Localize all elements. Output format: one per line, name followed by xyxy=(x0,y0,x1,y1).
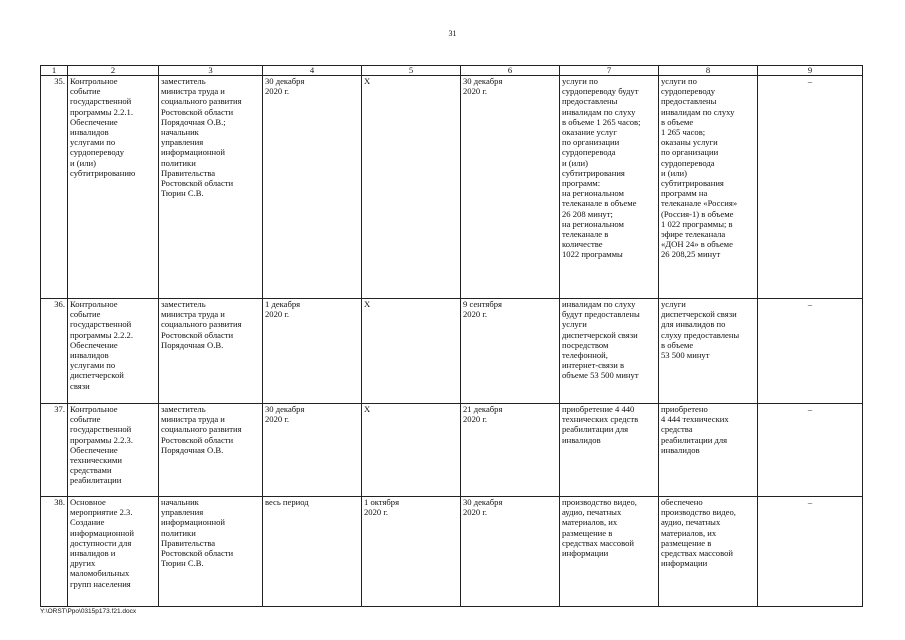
note: – xyxy=(758,497,863,607)
table-row xyxy=(41,404,863,497)
header-cell: 1 xyxy=(41,66,68,76)
header-cell: 7 xyxy=(560,66,659,76)
header-row xyxy=(41,66,863,76)
note: – xyxy=(758,76,863,299)
header-cell: 5 xyxy=(362,66,461,76)
event-name: Контрольное событие государственной программы 2.2.3. Обеспечение техническими средствами реабилитации xyxy=(68,404,159,497)
achieved-result: обеспечено производство видео, аудио, печатных материалов, их размещение в средствах массовой информации xyxy=(659,497,758,607)
table-row xyxy=(41,497,863,607)
fact-start-date: Х xyxy=(362,299,461,404)
plan-start-date: 30 декабря 2020 г. xyxy=(263,76,362,299)
header-cell: 6 xyxy=(461,66,560,76)
header-cell: 2 xyxy=(68,66,159,76)
table-row xyxy=(41,76,863,299)
event-name: Контрольное событие государственной программы 2.2.2. Обеспечение инвалидов услугами по диспетчерской связи xyxy=(68,299,159,404)
table-row xyxy=(41,299,863,404)
event-name: Контрольное событие государственной программы 2.2.1. Обеспечение инвалидов услугами по сурдопереводу и (или) субтитрированию xyxy=(68,76,159,299)
row-number: 37. xyxy=(41,404,68,497)
responsible-person: начальник управления информационной политики Правительства Ростовской области Тюрин С.В. xyxy=(159,497,263,607)
fact-start-date: Х xyxy=(362,76,461,299)
row-number: 35. xyxy=(41,76,68,299)
note: – xyxy=(758,404,863,497)
document-file-path: Y:\ORST\Ppo\0315p173.f21.docx xyxy=(40,608,137,615)
page-number: 31 xyxy=(448,29,457,38)
fact-start-date: Х xyxy=(362,404,461,497)
event-name: Основное мероприятие 2.3. Создание информационной доступности для инвалидов и других маломобильных групп населения xyxy=(68,497,159,607)
report-table xyxy=(40,65,863,607)
row-number: 36. xyxy=(41,299,68,404)
note: – xyxy=(758,299,863,404)
expected-result: производство видео, аудио, печатных материалов, их размещение в средствах массовой информации xyxy=(560,497,659,607)
plan-end-date: 21 декабря 2020 г. xyxy=(461,404,560,497)
responsible-person: заместитель министра труда и социального развития Ростовской области Порядочная О.В. xyxy=(159,404,263,497)
achieved-result: услуги по сурдопереводу предоставлены инвалидам по слуху в объеме 1 265 часов; оказаны услуги по организации сурдоперевода и (или) субтитрирования программ на телеканале «Россия» (Россия-1) в объеме 1 022 программы; в эфире телеканала «ДОН 24» в объеме 26 208,25 минут xyxy=(659,76,758,299)
plan-end-date: 30 декабря 2020 г. xyxy=(461,76,560,299)
header-cell: 9 xyxy=(758,66,863,76)
expected-result: инвалидам по слуху будут предоставлены услуги диспетчерской связи посредством телефонной, интернет-связи в объеме 53 500 минут xyxy=(560,299,659,404)
header-cell: 8 xyxy=(659,66,758,76)
achieved-result: услуги диспетчерской связи для инвалидов по слуху предоставлены в объеме 53 500 минут xyxy=(659,299,758,404)
plan-start-date: 30 декабря 2020 г. xyxy=(263,404,362,497)
achieved-result: приобретено 4 444 технических средства реабилитации для инвалидов xyxy=(659,404,758,497)
row-number: 38. xyxy=(41,497,68,607)
plan-start-date: весь период xyxy=(263,497,362,607)
responsible-person: заместитель министра труда и социального развития Ростовской области Порядочная О.В. xyxy=(159,299,263,404)
header-cell: 3 xyxy=(159,66,263,76)
expected-result: приобретение 4 440 технических средств реабилитации для инвалидов xyxy=(560,404,659,497)
responsible-person: заместитель министра труда и социального развития Ростовской области Порядочная О.В.; начальник управления информационной политики Правительства Ростовской области Тюрин С.В. xyxy=(159,76,263,299)
fact-start-date: 1 октября 2020 г. xyxy=(362,497,461,607)
plan-start-date: 1 декабря 2020 г. xyxy=(263,299,362,404)
header-cell: 4 xyxy=(263,66,362,76)
plan-end-date: 9 сентября 2020 г. xyxy=(461,299,560,404)
expected-result: услуги по сурдопереводу будут предоставлены инвалидам по слуху в объеме 1 265 часов; оказание услуг по организации сурдоперевода и (или) субтитрирования программ: на региональном телеканале в объеме 26 208 минут; на региональном телеканале в количестве 1022 программы xyxy=(560,76,659,299)
plan-end-date: 30 декабря 2020 г. xyxy=(461,497,560,607)
